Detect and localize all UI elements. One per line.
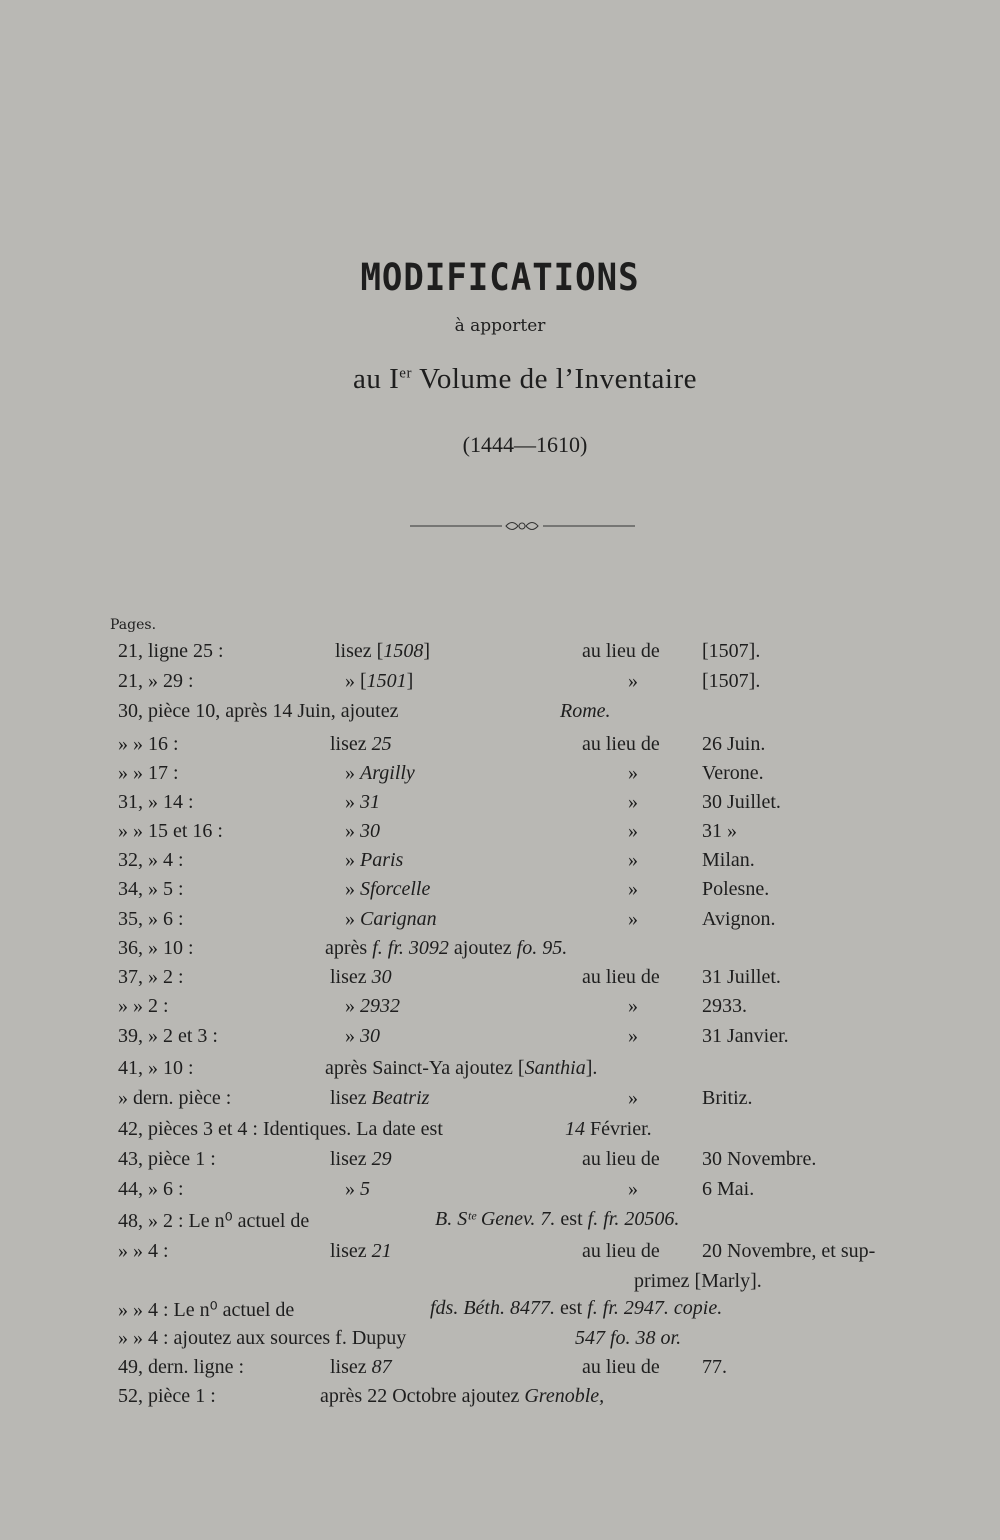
original-value: 31 Juillet. [702,966,781,988]
correction-mid: après Sainct-Ya ajoutez [ [325,1057,525,1079]
correction [330,1087,429,1110]
correction-mid-it: 5 [360,1178,370,1200]
correction-mid-it: 14 [565,1118,585,1140]
correction-mid: lisez [330,1356,372,1378]
correction [345,849,403,872]
original-value: 30 Novembre. [702,1148,817,1170]
instead-of-label: au lieu de [582,1240,660,1262]
errata-row [0,1356,1000,1386]
instead-of-label: au lieu de [582,640,660,662]
instead-of-label: » [628,878,638,900]
errata-row [0,762,1000,792]
correction-mid: » [345,820,360,842]
page-reference: 31, » 14 : [118,791,194,813]
correction-mid: » [345,1025,360,1047]
page-reference: » » 17 : [118,762,179,784]
instead-of-label: au lieu de [582,1148,660,1170]
correction-mid: » [345,878,360,900]
errata-row [0,1118,1000,1148]
page-reference: 32, » 4 : [118,849,184,871]
correction [325,937,567,960]
page-reference: 48, » 2 : Le n⁰ actuel de [118,1210,310,1232]
correction-mid: après [325,937,373,959]
correction-mid-end: est [555,1208,588,1230]
page-reference: 44, » 6 : [118,1178,184,1200]
instead-of-label: » [628,1178,638,1200]
original-value: primez [Marly]. [634,1270,762,1292]
original-value: Milan. [702,849,755,871]
page-reference: 34, » 5 : [118,878,184,900]
correction-mid: » [345,908,360,930]
page-reference: 36, » 10 : [118,937,194,959]
correction [320,1385,604,1408]
correction [345,1025,380,1048]
correction-mid: » [345,791,360,813]
correction-mid: lisez [330,1087,372,1109]
errata-row [0,995,1000,1025]
errata-row [0,937,1000,967]
correction-mid: lisez [330,966,372,988]
correction [345,820,380,843]
errata-row [0,1240,1000,1270]
instead-of-label: » [628,791,638,813]
correction-mid: lisez [ [335,640,384,662]
correction-mid: » [345,762,360,784]
page-reference: » » 4 : ajoutez aux sources f. Dupuy [118,1327,407,1349]
page-reference: 42, pièces 3 et 4 : Identiques. La date est [118,1118,443,1140]
correction-mid-it: 30 [360,820,380,842]
correction-mid-it: 21 [371,1240,392,1262]
correction-mid-it: Sforcelle [360,878,431,900]
page-reference: » » 4 : Le n⁰ actuel de [118,1299,295,1321]
correction-mid: après 22 Octobre ajoutez [320,1385,525,1407]
correction-mid-end: ]. [585,1057,598,1079]
correction-mid-it2: f. fr. 2947. copie. [587,1297,723,1319]
page-title: MODIFICATIONS [360,256,640,300]
errata-row [0,670,1000,700]
correction-mid: lisez [330,733,372,755]
original-value: Verone. [702,762,764,784]
correction [330,1356,392,1379]
original-value: Britiz. [702,1087,753,1109]
volume-title-pre: au I [353,363,400,395]
errata-row [0,1148,1000,1178]
correction [345,791,380,814]
errata-row [0,1270,1000,1300]
volume-title-post: Volume de l’Inventaire [411,363,697,395]
correction-mid-it: Santhia [524,1057,586,1079]
correction-mid-it: 29 [371,1148,392,1170]
instead-of-label: » [628,1087,638,1109]
correction-mid-it: 30 [371,966,392,988]
page-reference: » » 2 : [118,995,169,1017]
correction [325,1057,597,1080]
errata-row [0,640,1000,670]
correction-mid: » [ [345,670,367,692]
correction [575,1327,681,1350]
instead-of-label: » [628,995,638,1017]
errata-row [0,700,1000,730]
instead-of-label: au lieu de [582,1356,660,1378]
correction-mid-it: 31 [360,791,380,813]
original-value: 31 Janvier. [702,1025,789,1047]
correction [330,733,392,756]
page-reference: 21, » 29 : [118,670,194,692]
correction [345,908,437,931]
original-value: [1507]. [702,670,761,692]
correction [335,640,430,663]
errata-row [0,908,1000,938]
correction [345,1178,370,1201]
date-range: (1444—1610) [462,432,588,457]
instead-of-label: au lieu de [582,966,660,988]
correction-mid-end: ajoutez [448,937,517,959]
original-value: Avignon. [702,908,776,930]
correction [430,1297,722,1320]
correction-mid-it: Rome. [560,700,611,722]
instead-of-label: » [628,762,638,784]
page-reference: 39, » 2 et 3 : [118,1025,218,1047]
page-reference: 52, pièce 1 : [118,1385,216,1407]
correction [345,878,430,901]
correction-mid-end: Février. [585,1118,652,1140]
instead-of-label: » [628,849,638,871]
correction-mid-it2: fo. 95. [516,937,568,959]
errata-row [0,849,1000,879]
errata-row [0,791,1000,821]
original-value: 77. [702,1356,727,1378]
correction-mid-it: Beatriz [371,1087,430,1109]
original-value: 20 Novembre, et sup- [702,1240,876,1262]
instead-of-label: » [628,908,638,930]
errata-row [0,733,1000,763]
instead-of-label: au lieu de [582,733,660,755]
correction [330,966,392,989]
correction-mid: lisez [330,1148,372,1170]
correction-mid-it: B. Sᵗᵉ Genev. 7. [435,1208,556,1230]
original-value: 30 Juillet. [702,791,781,813]
correction-mid-it: fds. Béth. 8477. [430,1297,555,1319]
errata-row [0,1327,1000,1357]
correction-mid-end: est [555,1297,588,1319]
errata-row [0,1297,1000,1327]
correction-mid-end: ] [406,670,414,692]
correction [560,700,611,723]
correction-mid-it: 1501 [366,670,407,692]
page-reference: 49, dern. ligne : [118,1356,245,1378]
correction [330,1148,392,1171]
errata-row [0,1178,1000,1208]
errata-row [0,1087,1000,1117]
volume-title-sup: er [399,365,412,382]
page-reference: » » 4 : [118,1240,169,1262]
errata-row [0,1057,1000,1087]
correction-mid: lisez [330,1240,372,1262]
correction-mid-it: Argilly [360,762,415,784]
subtitle: à apporter [454,316,546,336]
errata-row [0,1208,1000,1238]
page-reference: 30, pièce 10, après 14 Juin, ajoutez [118,700,399,722]
errata-row [0,820,1000,850]
correction-mid: » [345,1178,360,1200]
correction-mid-it: 25 [371,733,392,755]
instead-of-label: » [628,820,638,842]
errata-row [0,878,1000,908]
correction-mid-it: Paris [360,849,404,871]
correction [345,762,415,785]
correction [345,995,400,1018]
errata-row [0,966,1000,996]
correction-mid-it: 87 [371,1356,392,1378]
correction-mid-it2: f. fr. 20506. [587,1208,680,1230]
page-reference: 35, » 6 : [118,908,184,930]
correction [330,1240,392,1263]
correction [435,1208,679,1231]
correction-mid-it: Carignan [360,908,437,930]
page-reference: 43, pièce 1 : [118,1148,216,1170]
page-reference: 37, » 2 : [118,966,184,988]
page-reference: 21, ligne 25 : [118,640,224,662]
page-reference: » » 15 et 16 : [118,820,223,842]
correction [565,1118,652,1141]
instead-of-label: » [628,670,638,692]
original-value: 26 Juin. [702,733,766,755]
correction-mid-it: 30 [360,1025,380,1047]
original-value: 2933. [702,995,747,1017]
original-value: [1507]. [702,640,761,662]
correction-mid-it: 1508 [383,640,424,662]
correction-mid-end: ] [423,640,430,662]
errata-row [0,1025,1000,1055]
original-value: 31 » [702,820,737,842]
pages-label: Pages. [110,617,157,633]
correction-mid-it: 547 fo. 38 or. [575,1327,682,1349]
page-reference: » » 16 : [118,733,179,755]
correction-mid-it: Grenoble, [524,1385,605,1407]
original-value: Polesne. [702,878,770,900]
page-reference: 41, » 10 : [118,1057,194,1079]
original-value: 6 Mai. [702,1178,755,1200]
correction-mid: » [345,995,360,1017]
correction-mid: » [345,849,360,871]
instead-of-label: » [628,1025,638,1047]
correction-mid-it: 2932 [360,995,400,1017]
errata-row [0,1385,1000,1415]
correction [345,670,413,693]
correction-mid-it: f. fr. 3092 [372,937,449,959]
page-reference: » dern. pièce : [118,1087,232,1109]
